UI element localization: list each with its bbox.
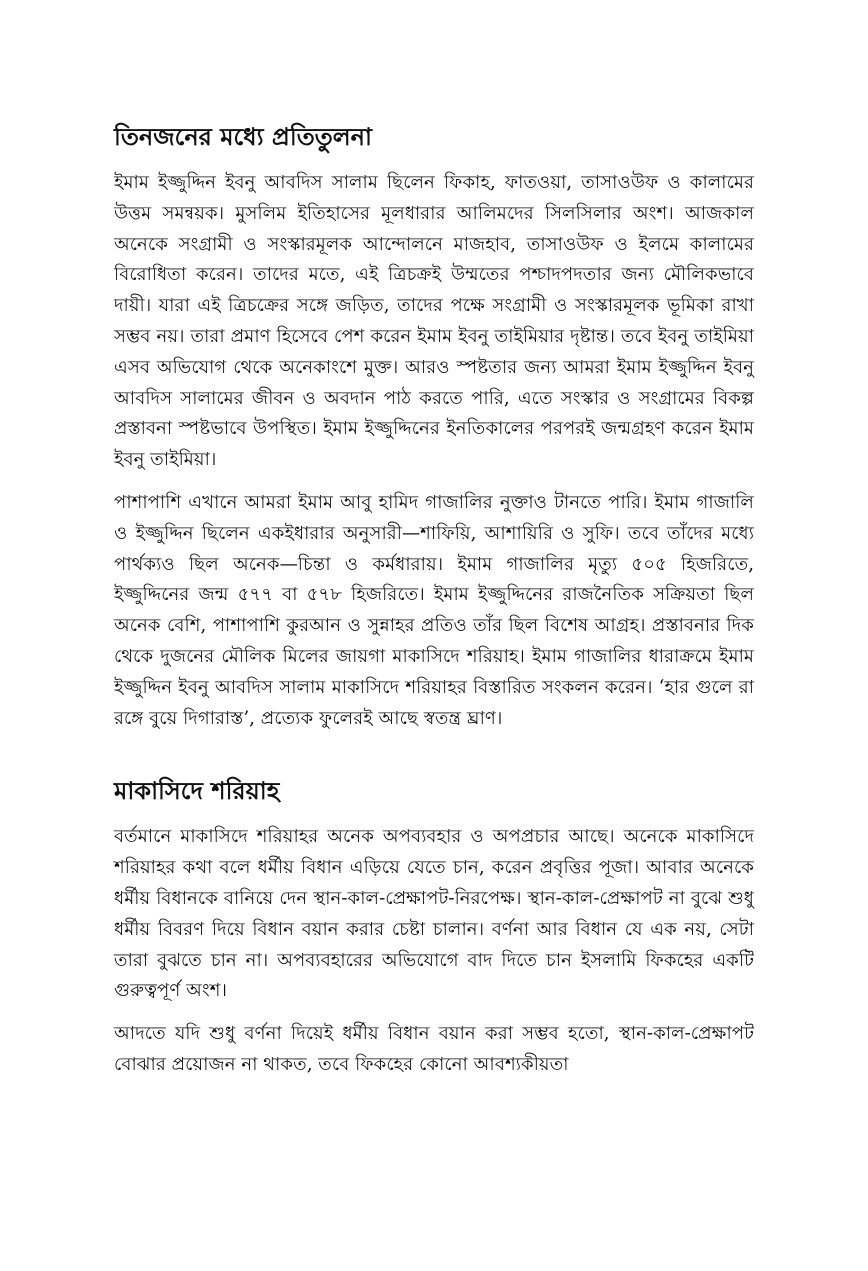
section-heading: তিনজনের মধ্যে প্রতিতুলনা bbox=[114, 123, 372, 151]
paragraph: ইমাম ইজ্জুদ্দিন ইবনু আবদিস সালাম ছিলেন ফিকাহ, ফাতওয়া, তাসাওউফ ও কালামের উত্তম সমন্বয়ক। মুসলিম ইতিহাসের মূলধারার আলিমদের সিলসিলার অংশ। আজকাল অনেকে সংগ্রামী ও সংস্কারমূলক আন্দোলনে মাজহাব, তাসাওউফ ও ইলমে কালামের বিরোধিতা করেন। তাদের মতে, এই ত্রিচক্রই উম্মতের পশ্চাদপদতার জন্য মৌলিকভাবে দায়ী। যারা এই ত্রিচক্রের সঙ্গে জড়িত, তাদের পক্ষে সংগ্রামী ও সংস্কারমূলক ভূমিকা রাখা সম্ভব নয়। তারা প্রমাণ হিসেবে পেশ করেন ইমাম ইবনু তাইমিয়ার দৃষ্টান্ত। তবে ইবনু তাইমিয়া এসব অভিযোগ থেকে অনেকাংশে মুক্ত। আরও স্পষ্টতার জন্য আমরা ইমাম ইজ্জুদ্দিন ইবনু আবদিস সালামের জীবন ও অবদান পাঠ করতে পারি, এতে সংস্কার ও সংগ্রামের বিকল্প প্রস্তাবনা স্পষ্টভাবে উপস্থিত। ইমাম ইজ্জুদ্দিনের ইনতিকালের পরপরই জন্মগ্রহণ করেন ইমাম ইবনু তাইমিয়া। bbox=[114, 172, 754, 471]
paragraph: বর্তমানে মাকাসিদে শরিয়াহর অনেক অপব্যবহার ও অপপ্রচার আছে। অনেকে মাকাসিদে শরিয়াহর কথা বলে ধর্মীয় বিধান এড়িয়ে যেতে চান, করেন প্রবৃত্তির পূজা। আবার অনেকে ধর্মীয় বিধানকে বানিয়ে দেন স্থান-কাল-প্রেক্ষাপট-নিরপেক্ষ। স্থান-কাল-প্রেক্ষাপট না বুঝে শুধু ধর্মীয় বিবরণ দিয়ে বিধান বয়ান করার চেষ্টা চালান। বর্ণনা আর বিধান যে এক নয়, সেটা তারা বুঝতে চান না। অপব্যবহারের অভিযোগে বাদ দিতে চান ইসলামি ফিকহের একটি গুরুত্বপূর্ণ অংশ। bbox=[114, 826, 754, 1002]
paragraph: পাশাপাশি এখানে আমরা ইমাম আবু হামিদ গাজালির নুক্তাও টানতে পারি। ইমাম গাজালি ও ইজ্জুদ্দিন ছিলেন একইধারার অনুসারী—শাফিয়ি, আশায়িরি ও সুফি। তবে তাঁদের মধ্যে পার্থক্যও ছিল অনেক—চিন্তা ও কর্মধারায়। ইমাম গাজালির মৃত্যু ৫০৫ হিজরিতে, ইজ্জুদ্দিনের জন্ম ৫৭৭ বা ৫৭৮ হিজরিতে। ইমাম ইজ্জুদ্দিনের রাজনৈতিক সক্রিয়তা ছিল অনেক বেশি, পাশাপাশি কুরআন ও সুন্নাহর প্রতিও তাঁর ছিল বিশেষ আগ্রহ। প্রস্তাবনার দিক থেকে দুজনের মৌলিক মিলের জায়গা মাকাসিদে শরিয়াহ। ইমাম গাজালির ধারাক্রমে ইমাম ইজ্জুদ্দিন ইবনু আবদিস সালাম মাকাসিদে শরিয়াহর বিস্তারিত সংকলন করেন। ‘হার গুলে রা রঙ্গে বুয়ে দিগারাস্ত’, প্রত্যেক ফুলেরই আছে স্বতন্ত্র ঘ্রাণ। bbox=[114, 491, 754, 729]
document-page bbox=[114, 118, 754, 1093]
section-heading: মাকাসিদে শরিয়াহ bbox=[114, 777, 280, 806]
paragraph: আদতে যদি শুধু বর্ণনা দিয়েই ধর্মীয় বিধান বয়ান করা সম্ভব হতো, স্থান-কাল-প্রেক্ষাপট বোঝার প্রয়োজন না থাকত, তবে ফিকহের কোনো আবশ্যকীয়তা bbox=[114, 1023, 754, 1075]
